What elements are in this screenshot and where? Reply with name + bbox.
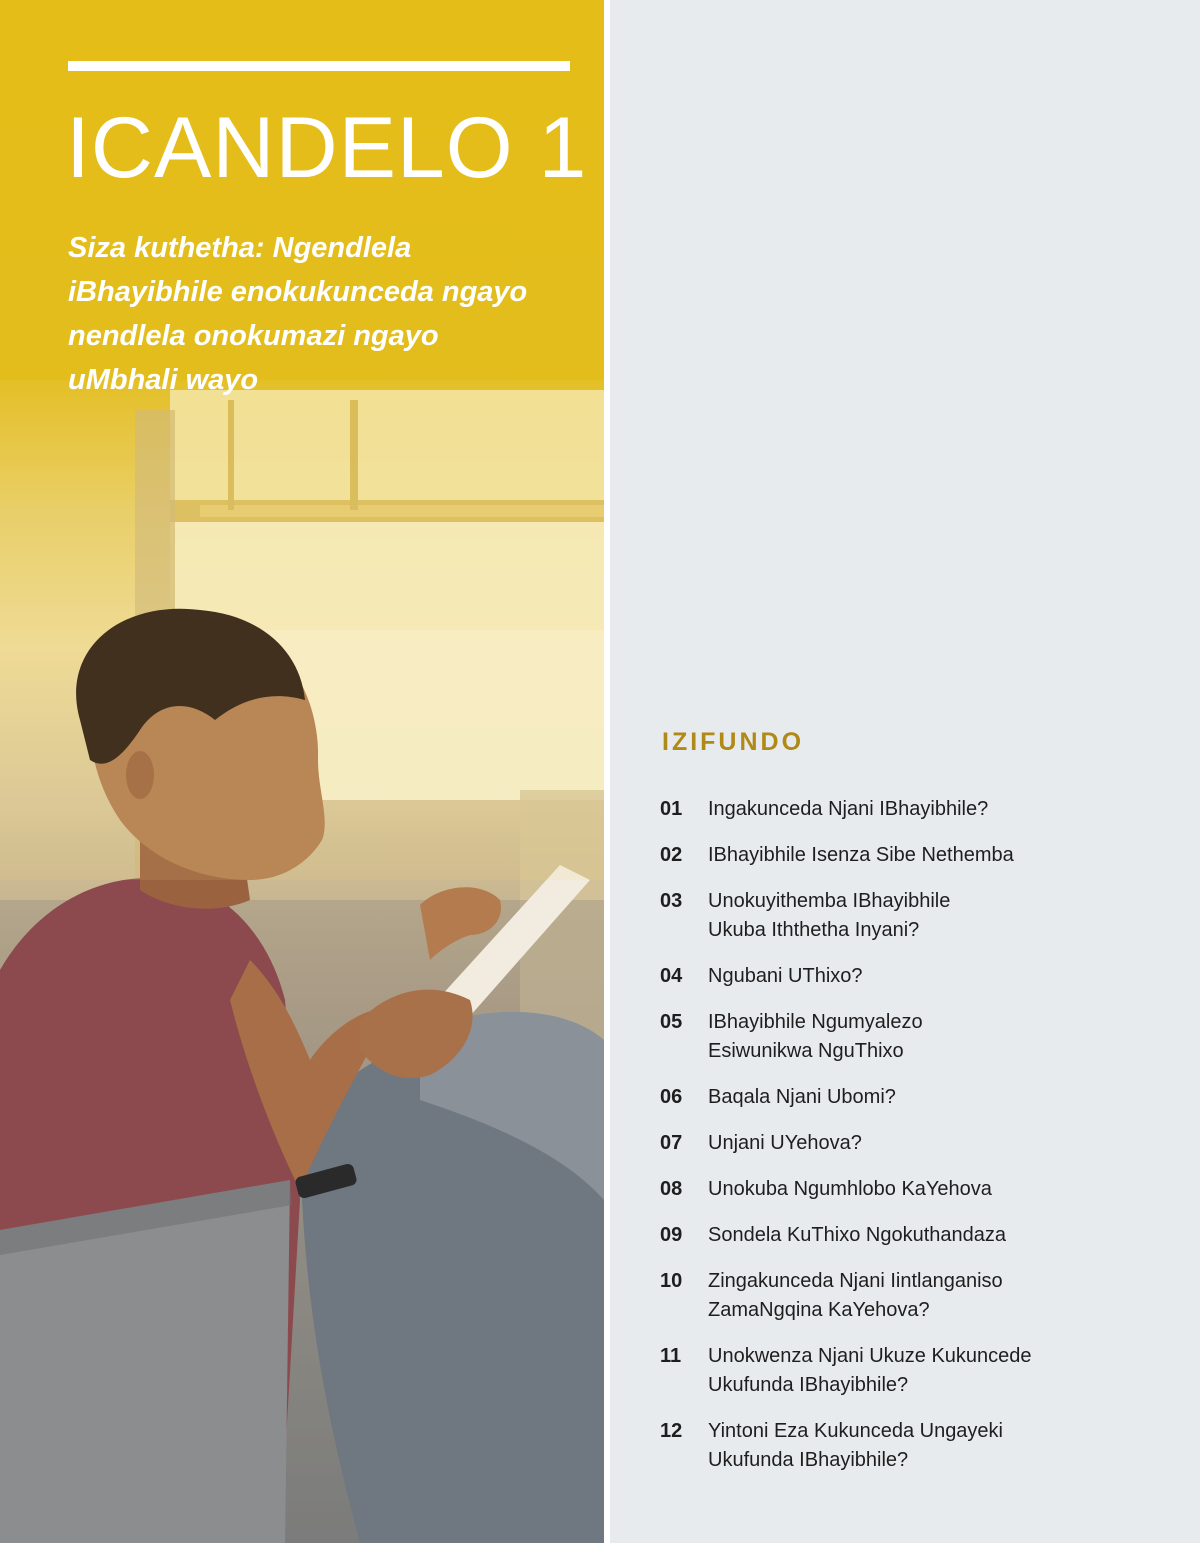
lesson-item bbox=[660, 1342, 1180, 1400]
lesson-number: 11 bbox=[660, 1345, 682, 1367]
lesson-number: 03 bbox=[660, 890, 683, 912]
lesson-title: IBhayibhile Ngumyalezo Esiwunikwa NguThixo bbox=[708, 1011, 923, 1062]
lesson-item bbox=[660, 1008, 1180, 1066]
lesson-title: Unjani UYehova? bbox=[708, 1132, 862, 1154]
title-rule bbox=[68, 61, 570, 71]
lesson-number: 10 bbox=[660, 1270, 683, 1292]
lesson-number: 05 bbox=[660, 1011, 683, 1033]
lesson-title: Unokuba Ngumhlobo KaYehova bbox=[708, 1178, 992, 1200]
lesson-item bbox=[660, 795, 1180, 824]
lesson-number: 12 bbox=[660, 1420, 683, 1442]
lesson-number: 07 bbox=[660, 1132, 683, 1154]
lesson-title: IBhayibhile Isenza Sibe Nethemba bbox=[708, 844, 1014, 866]
lesson-item bbox=[660, 887, 1180, 945]
lesson-title: Ngubani UThixo? bbox=[708, 965, 863, 987]
lessons-list bbox=[660, 795, 1180, 1492]
lesson-number: 09 bbox=[660, 1224, 683, 1246]
lesson-title: Zingakunceda Njani Iintlanganiso ZamaNgqina KaYehova? bbox=[708, 1270, 1003, 1321]
lesson-number: 01 bbox=[660, 798, 683, 820]
lesson-title: Baqala Njani Ubomi? bbox=[708, 1086, 896, 1108]
lesson-number: 08 bbox=[660, 1178, 683, 1200]
lesson-item bbox=[660, 1267, 1180, 1325]
lessons-heading: IZIFUNDO bbox=[662, 728, 805, 756]
part-subtitle: Siza kuthetha: Ngendlela iBhayibhile enokukunceda ngayo nendlela onokumazi ngayo uMbhali wayo bbox=[68, 232, 528, 396]
lesson-number: 04 bbox=[660, 965, 683, 987]
lesson-title: Ingakunceda Njani IBhayibhile? bbox=[708, 798, 989, 820]
lesson-number: 02 bbox=[660, 844, 683, 866]
lesson-item bbox=[660, 841, 1180, 870]
part-title: ICANDELO 1 bbox=[66, 100, 588, 196]
lesson-item bbox=[660, 1083, 1180, 1112]
lesson-item bbox=[660, 962, 1180, 991]
lesson-item bbox=[660, 1129, 1180, 1158]
lesson-item bbox=[660, 1221, 1180, 1250]
lesson-title: Unokwenza Njani Ukuze Kukuncede Ukufunda IBhayibhile? bbox=[708, 1345, 1032, 1396]
lesson-item bbox=[660, 1175, 1180, 1204]
lesson-title: Sondela KuThixo Ngokuthandaza bbox=[708, 1224, 1006, 1246]
lesson-title: Yintoni Eza Kukunceda Ungayeki Ukufunda IBhayibhile? bbox=[708, 1420, 1003, 1471]
lesson-title: Unokuyithemba IBhayibhile Ukuba Iththetha Inyani? bbox=[708, 890, 951, 941]
lesson-item bbox=[660, 1417, 1180, 1475]
lesson-number: 06 bbox=[660, 1086, 683, 1108]
